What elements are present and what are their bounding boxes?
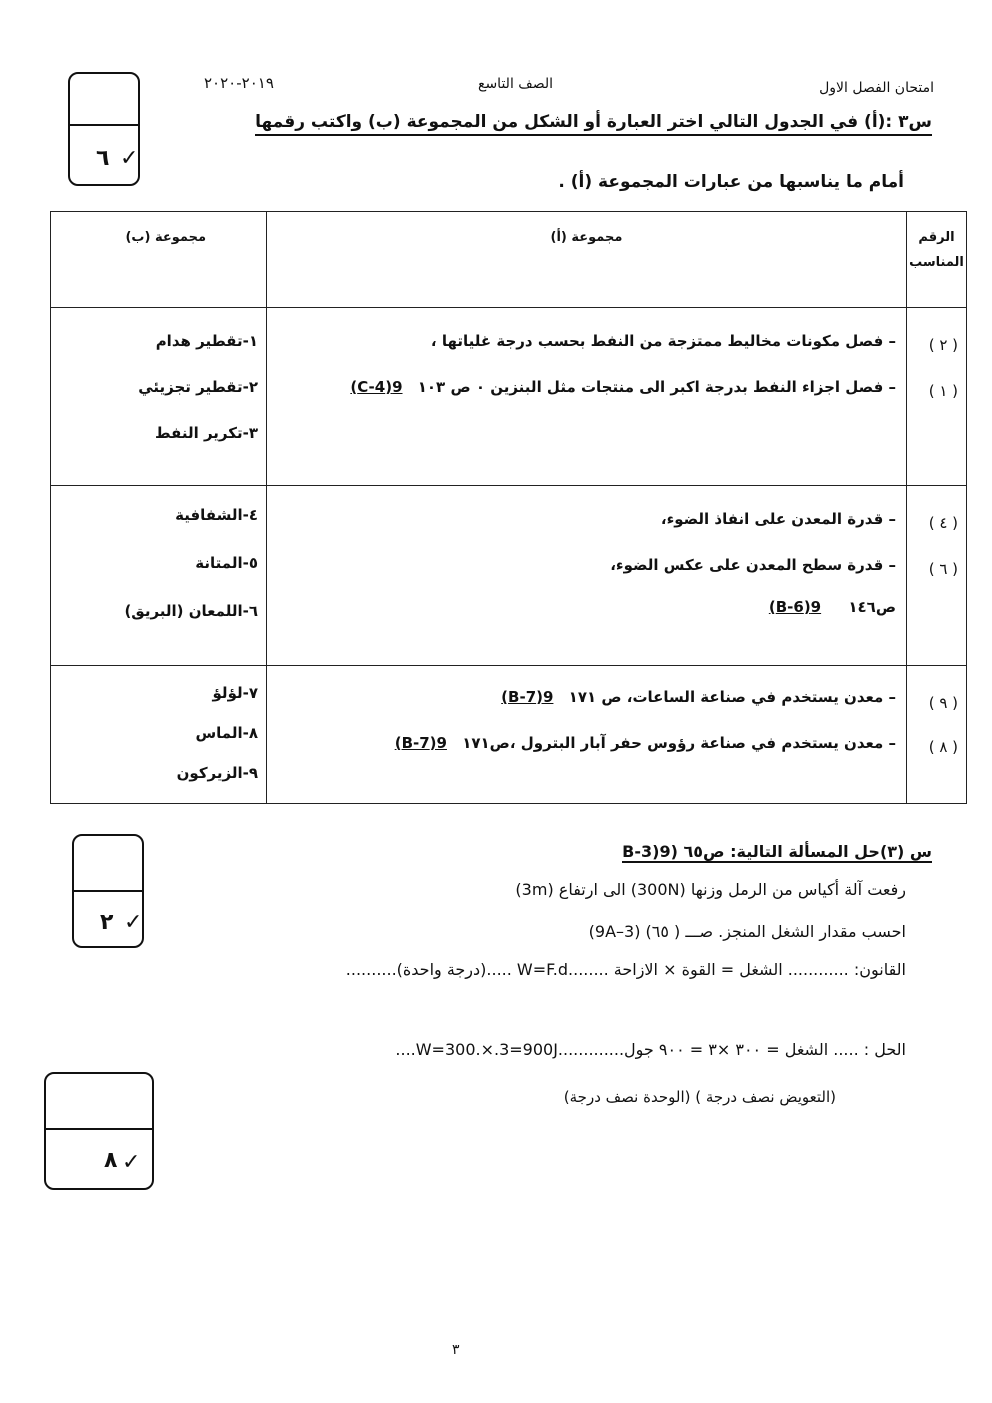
col-header-group-b: مجموعة (ب) [51,212,267,308]
statement: – معدن يستخدم في صناعة رؤوس حفر آبار البترول ،ص١٧١ [462,734,896,752]
table-header-row [51,212,967,308]
answer-cell: ( ٢ ) ( ١ ) [907,308,967,486]
solution-line: الحل : ..... الشغل = ٣٠٠ ×٣ = ٩٠٠ جول.............W=300.×.3=900J.... [395,1040,906,1059]
matching-table [50,211,967,804]
score-value: ٢ [100,910,114,935]
reference-code: 9(C-4) [350,378,403,396]
statement: – فصل اجزاء النفط بدرجة اكبر الى منتجات مثل البنزين ٠ ص ١٠٣ [417,378,896,396]
option: ١-تقطير هدام [155,332,258,350]
statement: – معدن يستخدم في صناعة الساعات، ص ١٧١ [568,688,896,706]
score-box [44,1072,154,1190]
score-value: ٨ [104,1148,118,1173]
group-b-cell [51,308,267,486]
reference-code: 9(B-7) [501,688,554,706]
table-row [51,308,967,486]
statement: – قدرة المعدن على انفاذ الضوء، [660,510,896,528]
score-box [72,834,144,948]
option: ٤-الشفافية [175,506,258,524]
group-b-cell [51,666,267,804]
table-row [51,666,967,804]
question-subtitle: أمام ما يناسبها من عبارات المجموعة (أ) . [558,172,904,192]
group-a-cell [267,308,907,486]
check-icon: ✓ [120,146,139,171]
table-row [51,486,967,666]
reference-code: 9(B-6) [768,598,822,616]
statement: – فصل مكونات مخاليط ممتزجة من النفط بحسب درجة غلياتها ، [430,332,896,350]
answer-cell: ( ٤ ) ( ٦ ) [907,486,967,666]
score-box [68,72,140,186]
option: ٢-تقطير تجزيئي [138,378,258,396]
option: ٣-تكرير النفط [154,424,258,442]
answer-cell: ( ٩ ) ( ٨ ) [907,666,967,804]
question-title: س٣ :(أ) في الجدول التالي اختر العبارة أو الشكل من المجموعة (ب) واكتب رقمها [255,112,932,136]
reference-code: 9(B-7) [394,734,447,752]
law-line: القانون: ............ الشغل = القوة × الازاحة ........W=F.d .....(درجة واحدة).......... [345,960,906,979]
option: ٩-الزيركون [176,764,258,782]
group-a-cell [267,486,907,666]
option: ٨-الماس [195,724,258,742]
marks-note: (التعويض نصف درجة ) (الوحدة نصف درجة) [563,1088,836,1106]
page-ref: ص١٤٦ [848,598,896,616]
problem-statement: رفعت آلة أكياس من الرمل وزنها (300N) الى ارتفاع (3m) [515,880,906,899]
option: ٦-اللمعان (البريق) [124,602,258,620]
group-a-cell [267,666,907,804]
check-icon: ✓ [124,910,143,935]
year-label: ٢٠١٩-٢٠٢٠ [204,74,274,92]
statement: – قدرة سطح المعدن على عكس الضوء، [610,556,896,574]
grade-label: الصف التاسع [478,76,554,92]
col-header-number: الرقم المناسب [907,212,967,308]
score-value: ٦ [96,146,110,171]
col-header-group-a: مجموعة (أ) [267,212,907,308]
exam-title: امتحان الفصل الاول [819,80,934,96]
question-title: س (٣)حل المسألة التالية: ص٦٥ (9(B-3 [622,842,932,861]
check-icon: ✓ [122,1150,141,1175]
page-number: ٣ [452,1342,460,1358]
group-b-cell [51,486,267,666]
option: ٥-المتانة [195,554,258,572]
option: ٧-لؤلؤ [212,684,258,702]
problem-question: احسب مقدار الشغل المنجز. صـــ ( ٦٥) (3–9A) [588,922,906,941]
